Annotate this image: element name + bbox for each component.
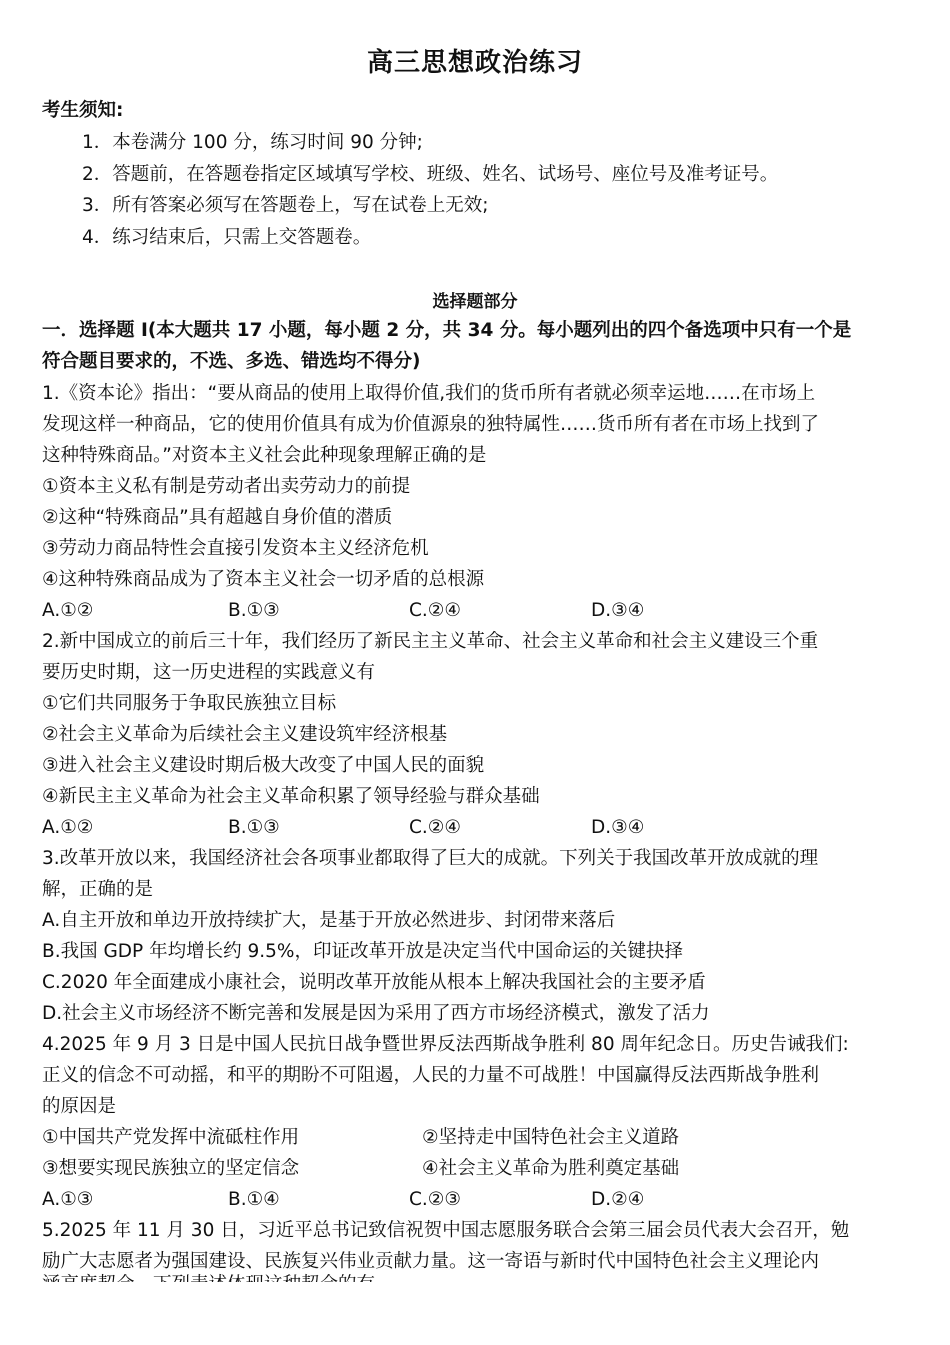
question-3-stem: 解，正确的是 bbox=[42, 879, 154, 900]
question-1-stem: 1.《资本论》指出：“要从商品的使用上取得价值,我们的货币所有者就必须幸运地……在市场上 bbox=[42, 383, 816, 404]
question-2-item: ④新民主主义革命为社会主义革命积累了领导经验与群众基础 bbox=[42, 786, 540, 807]
question-4-option-d: D.②④ bbox=[591, 1189, 645, 1210]
question-5-stem: 励广大志愿者为强国建设、民族复兴伟业贡献力量。这一寄语与新时代中国特色社会主义理论内 bbox=[42, 1251, 820, 1272]
notice-item: 2．答题前，在答题卷指定区域填写学校、班级、姓名、试场号、座位号及准考证号。 bbox=[82, 164, 779, 185]
question-1-stem: 这种特殊商品。”对资本主义社会此种现象理解正确的是 bbox=[42, 445, 487, 466]
question-2-stem: 2.新中国成立的前后三十年，我们经历了新民主主义革命、社会主义革命和社会主义建设三个重 bbox=[42, 631, 819, 652]
question-3-stem: 3.改革开放以来，我国经济社会各项事业都取得了巨大的成就。下列关于我国改革开放成就的理 bbox=[42, 848, 819, 869]
question-4-option-b: B.①④ bbox=[228, 1189, 280, 1210]
notice-item: 3．所有答案必须写在答题卷上，写在试卷上无效; bbox=[82, 195, 489, 216]
question-2-option-a: A.①② bbox=[42, 817, 94, 838]
question-4-option-a: A.①③ bbox=[42, 1189, 94, 1210]
question-1-option-c: C.②④ bbox=[409, 600, 461, 621]
question-4-item: ①中国共产党发挥中流砥柱作用 bbox=[42, 1127, 300, 1148]
question-4-stem: 正义的信念不可动摇，和平的期盼不可阻遏，人民的力量不可战胜！中国赢得反法西斯战争胜利 bbox=[42, 1065, 820, 1086]
question-3-option-a: A.自主开放和单边开放持续扩大，是基于开放必然进步、封闭带来落后 bbox=[42, 910, 616, 931]
question-5-stem: 5.2025 年 11 月 30 日，习近平总书记致信祝贺中国志愿服务联合会第三届会员代表大会召开，勉 bbox=[42, 1220, 850, 1241]
question-1-item: ①资本主义私有制是劳动者出卖劳动力的前提 bbox=[42, 476, 411, 497]
question-1-item: ③劳动力商品特性会直接引发资本主义经济危机 bbox=[42, 538, 429, 559]
question-4-item: ②坚持走中国特色社会主义道路 bbox=[422, 1127, 680, 1148]
question-1-stem: 发现这样一种商品，它的使用价值具有成为价值源泉的独特属性……货币所有者在市场上找到了 bbox=[42, 414, 820, 435]
section-title: 选择题部分 bbox=[432, 292, 518, 312]
question-4-item: ③想要实现民族独立的坚定信念 bbox=[42, 1158, 300, 1179]
question-2-item: ③进入社会主义建设时期后极大改变了中国人民的面貌 bbox=[42, 755, 485, 776]
question-2-item: ②社会主义革命为后续社会主义建设筑牢经济根基 bbox=[42, 724, 448, 745]
question-1-option-a: A.①② bbox=[42, 600, 94, 621]
question-1-item: ②这种“特殊商品”具有超越自身价值的潜质 bbox=[42, 507, 393, 528]
question-2-stem: 要历史时期，这一历史进程的实践意义有 bbox=[42, 662, 376, 683]
question-3-option-c: C.2020 年全面建成小康社会，说明改革开放能从根本上解决我国社会的主要矛盾 bbox=[42, 972, 706, 993]
question-4-stem: 4.2025 年 9 月 3 日是中国人民抗日战争暨世界反法西斯战争胜利 80 周年纪念日。历史告诫我们: bbox=[42, 1034, 849, 1055]
question-2-option-b: B.①③ bbox=[228, 817, 280, 838]
page-cutoff bbox=[0, 1282, 950, 1345]
question-3-option-b: B.我国 GDP 年均增长约 9.5%，印证改革开放是决定当代中国命运的关键抉择 bbox=[42, 941, 683, 962]
notice-heading: 考生须知: bbox=[42, 100, 124, 121]
question-2-item: ①它们共同服务于争取民族独立目标 bbox=[42, 693, 337, 714]
question-2-option-c: C.②④ bbox=[409, 817, 461, 838]
question-3-option-d: D.社会主义市场经济不断完善和发展是因为采用了西方市场经济模式，激发了活力 bbox=[42, 1003, 710, 1024]
question-4-stem: 的原因是 bbox=[42, 1096, 117, 1117]
question-2-option-d: D.③④ bbox=[591, 817, 645, 838]
question-1-item: ④这种特殊商品成为了资本主义社会一切矛盾的总根源 bbox=[42, 569, 485, 590]
page-title: 高三思想政治练习 bbox=[366, 48, 583, 78]
question-4-option-c: C.②③ bbox=[409, 1189, 461, 1210]
notice-item: 1．本卷满分 100 分，练习时间 90 分钟; bbox=[82, 132, 423, 153]
question-1-option-d: D.③④ bbox=[591, 600, 645, 621]
part-instructions: 一．选择题 I(本大题共 17 小题，每小题 2 分，共 34 分。每小题列出的四个备选项中只有一个是 bbox=[42, 320, 852, 341]
question-4-item: ④社会主义革命为胜利奠定基础 bbox=[422, 1158, 680, 1179]
question-1-option-b: B.①③ bbox=[228, 600, 280, 621]
part-instructions: 符合题目要求的，不选、多选、错选均不得分) bbox=[42, 351, 421, 372]
notice-item: 4．练习结束后，只需上交答题卷。 bbox=[82, 227, 372, 248]
